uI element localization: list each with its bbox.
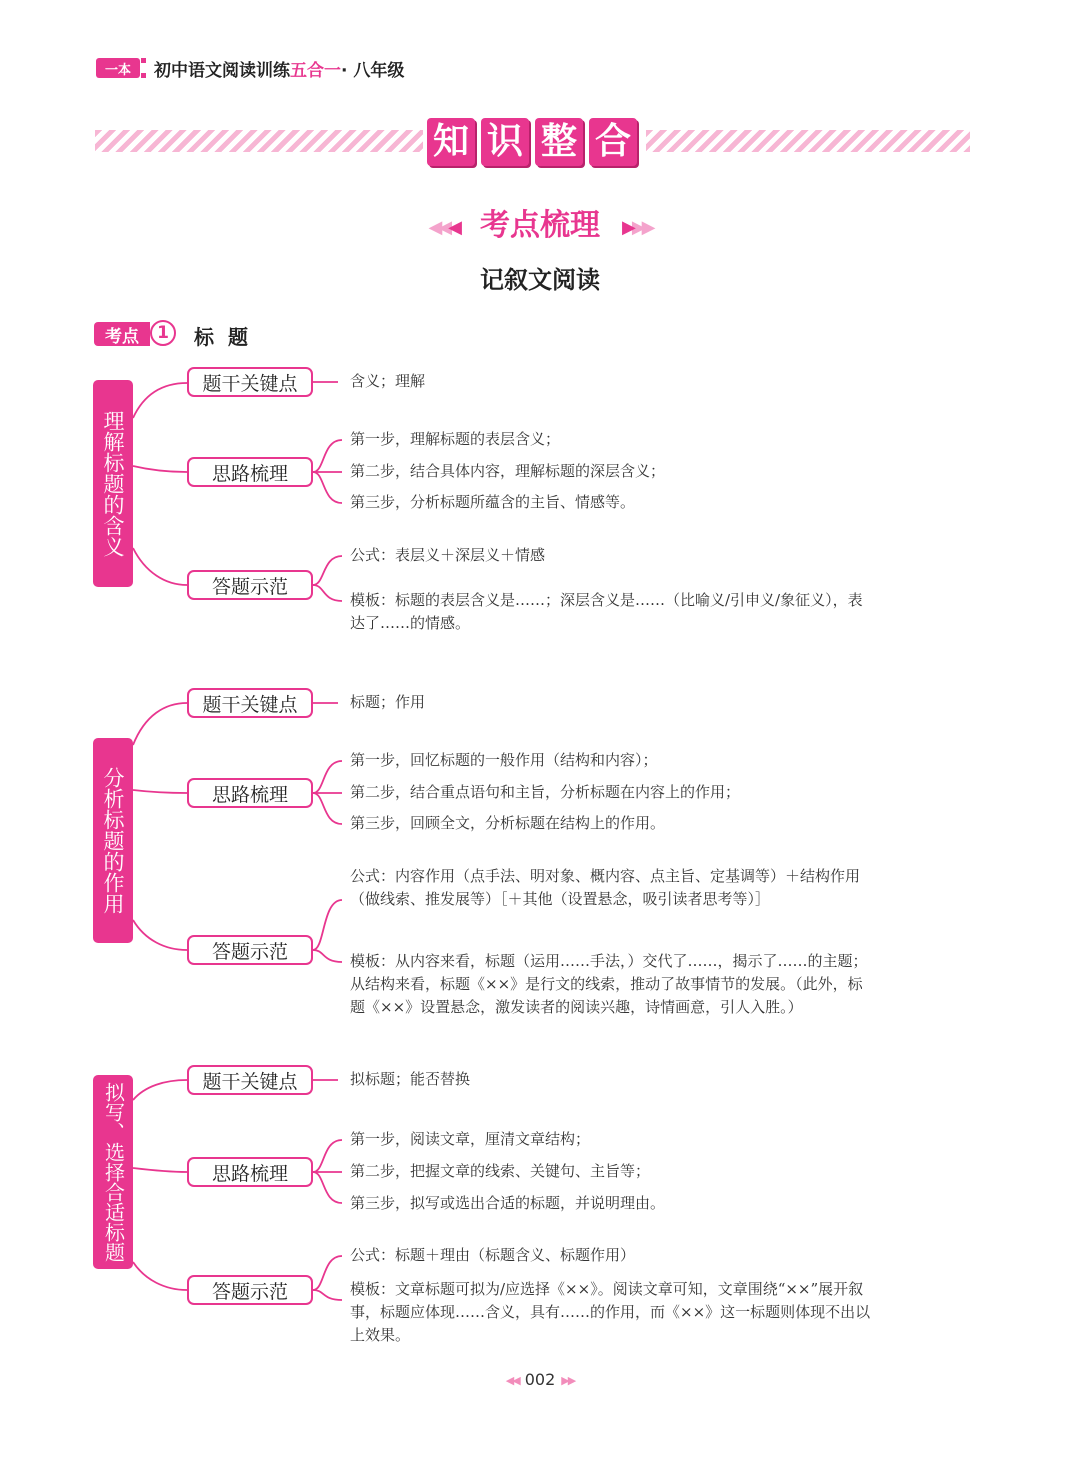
connector-line <box>133 790 187 793</box>
right-arrows-icon: ▶▶ <box>561 1374 575 1387</box>
connector-line <box>313 556 342 585</box>
connector-line <box>313 472 342 503</box>
node-keypoint: 题干关键点 <box>187 688 313 718</box>
keypoint-text: 标题；作用 <box>350 693 426 711</box>
book-title-highlight: 五合一 <box>290 61 341 81</box>
thinking-step: 第三步，回顾全文，分析标题在结构上的作用。 <box>350 814 666 832</box>
banner-char: 整 <box>535 118 583 166</box>
side-label-function: 分析标题的作用 <box>93 738 133 943</box>
connector-line <box>313 950 342 962</box>
thinking-step: 第二步，结合具体内容，理解标题的深层含义； <box>350 462 666 480</box>
connector-line <box>133 703 187 745</box>
answer-formula: 公式：内容作用（点手法、明对象、概内容、点主旨、定基调等）＋结构作用（做线索、推发展等）［＋其他（设置悬念，吸引读者思考等）］ <box>350 867 861 908</box>
connector-line <box>313 900 342 950</box>
answer-formula: 公式：表层义＋深层义＋情感 <box>350 546 546 564</box>
node-keypoint: 题干关键点 <box>187 367 313 397</box>
connector-line <box>313 585 342 601</box>
node-keypoint: 题干关键点 <box>187 1065 313 1095</box>
connector-line <box>313 1290 342 1300</box>
section-title: 记叙文阅读 <box>480 266 600 294</box>
thinking-step: 第一步，理解标题的表层含义； <box>350 430 561 448</box>
key-point-number: 1 <box>150 320 176 346</box>
thinking-step: 第三步，拟写或选出合适的标题，并说明理由。 <box>350 1194 666 1212</box>
node-answer: 答题示范 <box>187 570 313 600</box>
page-number <box>0 1370 1080 1389</box>
answer-template: 模板：标题的表层含义是……；深层含义是……（比喻义/引申义/象征义），表达了……的情感。 <box>350 591 863 632</box>
connector-line <box>313 793 342 824</box>
banner-char: 识 <box>481 118 529 166</box>
connector-line <box>313 1140 342 1172</box>
side-label-meaning: 理解标题的含义 <box>93 380 133 587</box>
node-answer: 答题示范 <box>187 1275 313 1305</box>
thinking-step: 第三步，分析标题所蕴含的主旨、情感等。 <box>350 493 636 511</box>
keypoint-text: 含义；理解 <box>350 372 426 390</box>
left-arrows-icon: ◀◀◀ <box>428 216 458 238</box>
book-title-main: 初中语文阅读训练 <box>154 61 290 81</box>
connector-line <box>313 1172 342 1203</box>
thinking-step: 第二步，结合重点语句和主旨，分析标题在内容上的作用； <box>350 783 741 801</box>
brand-logo: 一本 <box>96 58 140 78</box>
connector-line <box>313 761 342 793</box>
side-label-write-title: 拟写、选择合适标题 <box>93 1075 133 1269</box>
connector-line <box>133 383 187 418</box>
page-number-text: 002 <box>524 1370 556 1389</box>
node-thinking: 思路梳理 <box>187 778 313 808</box>
banner-char: 合 <box>589 118 637 166</box>
answer-formula: 公式：标题＋理由（标题含义、标题作用） <box>350 1246 636 1264</box>
answer-template: 模板：从内容来看，标题（运用……手法，）交代了……，揭示了……的主题；从结构来看，标题《××》是行文的线索，推动了故事情节的发展。（此外，标题《××》设置悬念，激发读者的阅读兴趣，诗情画意，引人入胜。） <box>350 952 868 1016</box>
connector-line <box>313 1256 342 1290</box>
node-thinking: 思路梳理 <box>187 457 313 487</box>
connector-line <box>133 548 187 585</box>
connector-line <box>133 1262 187 1290</box>
thinking-step: 第一步，回忆标题的一般作用（结构和内容）； <box>350 751 658 769</box>
connector-line <box>133 1168 187 1172</box>
node-answer: 答题示范 <box>187 935 313 965</box>
book-title-grade: · 八年级 <box>341 61 405 81</box>
banner-char: 知 <box>427 118 475 166</box>
right-arrows-icon: ▶▶▶ <box>622 216 652 238</box>
connector-line <box>313 440 342 472</box>
answer-template: 模板：文章标题可拟为/应选择《××》。阅读文章可知，文章围绕“××”展开叙事，标题应体现……含义，具有……的作用，而《××》这一标题则体现不出以上效果。 <box>350 1280 871 1344</box>
thinking-step: 第二步，把握文章的线索、关键句、主旨等； <box>350 1162 651 1180</box>
left-arrows-icon: ◀◀ <box>505 1374 519 1387</box>
connector-line <box>133 1080 187 1100</box>
key-point-tag: 考点 <box>94 322 150 346</box>
key-point-name: 标题 <box>194 325 262 349</box>
node-thinking: 思路梳理 <box>187 1157 313 1187</box>
connector-line <box>133 466 187 472</box>
connector-line <box>133 920 187 950</box>
subtitle-text: 考点梳理 <box>480 208 600 243</box>
keypoint-text: 拟标题；能否替换 <box>350 1070 471 1088</box>
thinking-step: 第一步，阅读文章，厘清文章结构； <box>350 1130 591 1148</box>
